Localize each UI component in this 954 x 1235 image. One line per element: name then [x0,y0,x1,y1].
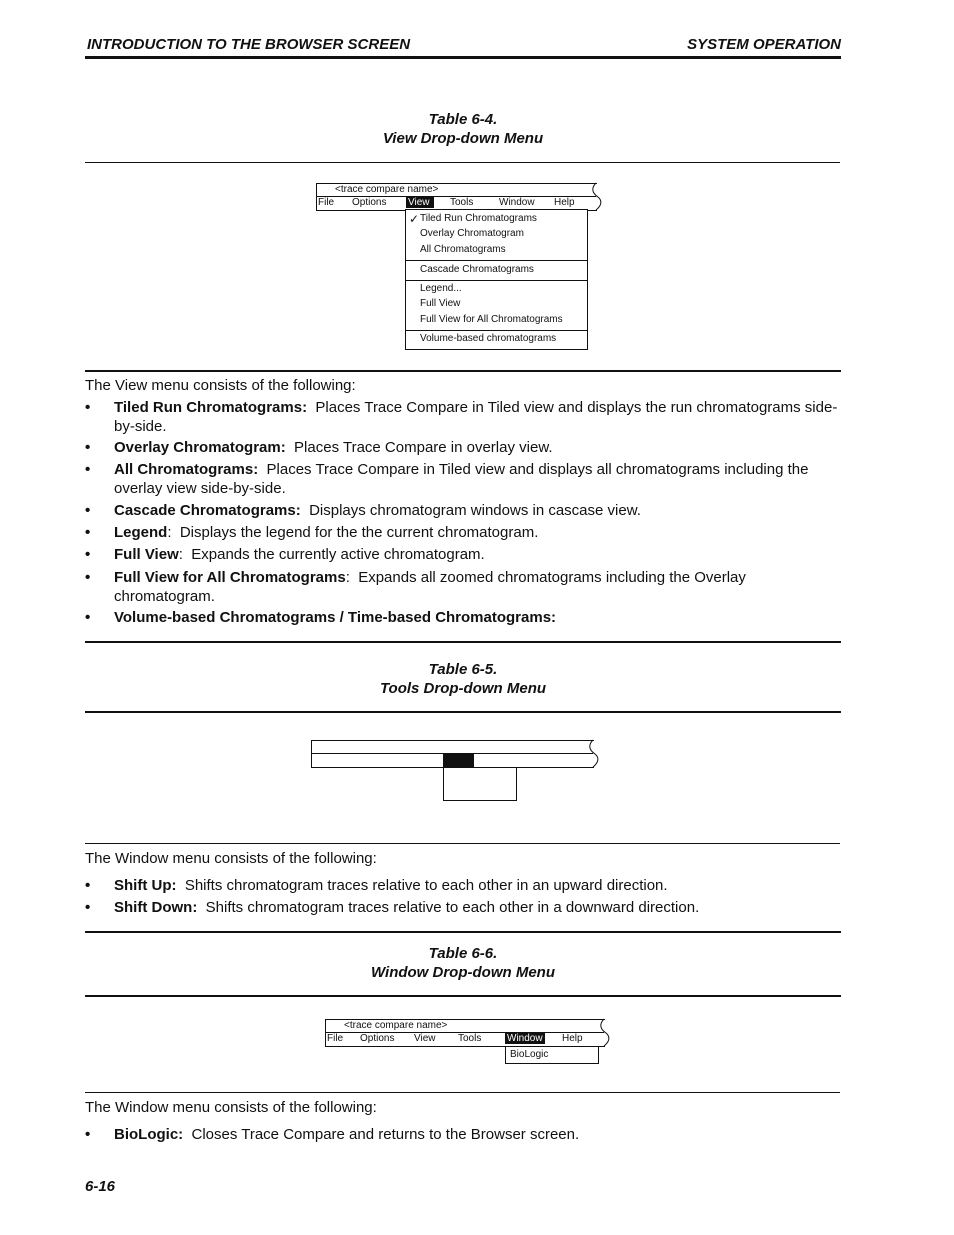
torn-edge-icon [589,183,605,211]
item-overlay-chromatogram[interactable]: Overlay Chromatogram [420,228,524,239]
list-item: • Full View: Expands the currently active chromatogram. [85,546,485,563]
menu-window[interactable]: Window [499,197,535,208]
bullet-term: Full View for All Chromatograms [114,569,346,586]
table-6-4-title: View Drop-down Menu [382,130,544,147]
list-item: • Overlay Chromatogram: Places Trace Compare in overlay view. [85,439,553,456]
list-item: • Full View for All Chromatograms: Expands all zoomed chromatograms including the Overlay chromatogram. [85,569,751,605]
item-cascade-chromatograms[interactable]: Cascade Chromatograms [420,264,534,275]
bullet-text: Shifts chromatogram traces relative to each other in a downward direction. [197,899,700,916]
tools-menu-intro: The Window menu consists of the following: [85,850,377,867]
table-6-4-bottom-rule [85,370,841,372]
menu-options[interactable]: Options [360,1033,395,1044]
table-6-5-title: Tools Drop-down Menu [379,680,547,697]
window-dropdown [505,1046,599,1064]
list-item: • Shift Down: Shifts chromatogram traces relative to each other in a downward direction. [85,899,700,916]
bullet-text: : Expands the currently active chromatogram. [178,546,485,563]
tools-dropdown [443,767,517,801]
bullet-term: Shift Up: [114,877,177,894]
bullet-term: BioLogic: [114,1126,184,1143]
menu-help[interactable]: Help [554,197,575,208]
torn-edge-icon [597,1019,613,1047]
bullet-text: Places Trace Compare in Tiled view and displays the run chromatograms side-by-side. [114,399,838,435]
list-item: • Shift Up: Shifts chromatogram traces relative to each other in an upward direction. [85,877,668,894]
bullet-term: All Chromatograms: [114,461,259,478]
bullet-term: Overlay Chromatogram: [114,439,286,456]
header-rule [85,56,841,59]
item-biologic[interactable]: BioLogic [510,1049,549,1060]
table-6-5-bottom-rule [85,843,840,844]
table-6-6-bottom-rule [85,1092,840,1093]
bullet-text: Displays chromatogram windows in cascase view. [300,502,641,519]
table-6-4-top-rule [85,162,840,163]
table-6-6-rule [85,995,841,997]
menu-window-selected[interactable]: Window [507,1033,543,1044]
torn-edge-icon [586,740,602,768]
menu-file[interactable]: File [318,197,335,208]
item-full-view-all[interactable]: Full View for All Chromatograms [420,314,563,325]
window-title: <trace compare name> [344,1020,448,1031]
list-item: • Cascade Chromatograms: Displays chromatogram windows in cascase view. [85,502,641,519]
bullet-term: Full View [114,546,179,563]
window-title: <trace compare name> [335,184,439,195]
list-item: • BioLogic: Closes Trace Compare and returns to the Browser screen. [85,1126,580,1143]
page-number: 6-16 [85,1178,116,1195]
item-tiled-run-chromatograms[interactable]: Tiled Run Chromatograms [420,213,537,224]
table-6-4-caption [85,110,841,148]
bullet-term: Cascade Chromatograms: [114,502,301,519]
item-full-view[interactable]: Full View [420,298,461,309]
bullet-text: Shifts chromatogram traces relative to each other in an upward direction. [176,877,668,894]
table-6-5-caption [85,660,841,698]
running-header-left: INTRODUCTION TO THE BROWSER SCREEN [87,36,411,53]
checkmark-icon: ✓ [409,212,420,226]
table-6-6-caption [85,944,841,982]
list-item: • Legend: Displays the legend for the the current chromatogram. [85,524,539,541]
running-header-right: SYSTEM OPERATION [687,36,841,53]
menu-separator [406,280,587,281]
table-6-6-number: Table 6-6. [428,945,498,962]
bullet-term: Volume-based Chromatograms / Time-based Chromatograms: [114,609,557,626]
list-item: • All Chromatograms: Places Trace Compare in Tiled view and displays all chromatograms including the overlay view side-by-side. [85,461,813,497]
bullet-text: : Displays the legend for the the current chromatogram. [167,524,539,541]
bullet-text: : Expands all zoomed chromatograms including the Overlay chromatogram. [114,569,751,605]
list-item: • Tiled Run Chromatograms: Places Trace Compare in Tiled view and displays the run chromatograms side-by-side. [85,399,838,435]
menu-tools[interactable]: Tools [450,197,474,208]
menu-help[interactable]: Help [562,1033,583,1044]
menu-separator [406,330,587,331]
bullet-text: Closes Trace Compare and returns to the Browser screen. [183,1126,580,1143]
menu-tools[interactable]: Tools [458,1033,482,1044]
menu-view[interactable]: View [414,1033,436,1044]
bullet-text: Places Trace Compare in Tiled view and displays all chromatograms including the overlay view side-by-side. [114,461,813,497]
bullet-term: Legend [114,524,168,541]
table-6-5-rule [85,711,841,713]
menu-tools-selected[interactable] [443,753,474,767]
menu-options[interactable]: Options [352,197,387,208]
table-6-4-number: Table 6-4. [428,111,498,128]
bullet-term: Tiled Run Chromatograms: [114,399,308,416]
list-item: • Volume-based Chromatograms / Time-based Chromatograms: [85,609,557,626]
bullet-term: Shift Down: [114,899,198,916]
menu-separator [406,260,587,261]
table-6-5-number: Table 6-5. [428,661,498,678]
table-6-6-top-rule [85,931,841,933]
menu-view-selected[interactable]: View [406,197,434,208]
table-6-6-title: Window Drop-down Menu [371,964,555,981]
item-all-chromatograms[interactable]: All Chromatograms [420,244,506,255]
window-menu-intro: The Window menu consists of the following: [85,1099,377,1116]
view-menu-intro: The View menu consists of the following: [85,377,356,394]
item-volume-based-chromatograms[interactable]: Volume-based chromatograms [420,333,557,344]
item-legend[interactable]: Legend... [420,283,462,294]
menu-file[interactable]: File [327,1033,344,1044]
view-dropdown [405,209,588,350]
bullet-text: Places Trace Compare in overlay view. [285,439,553,456]
table-6-5-top-rule [85,641,841,643]
